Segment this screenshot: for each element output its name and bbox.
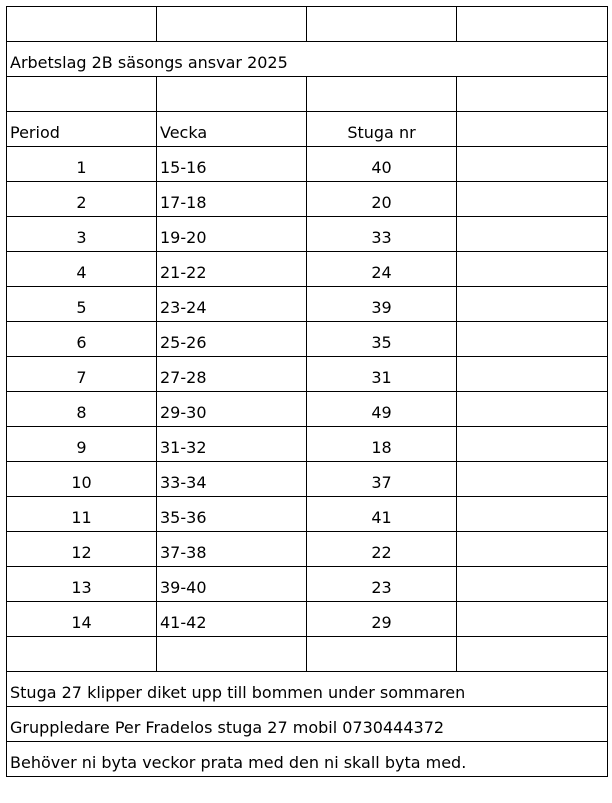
table-row [7, 497, 608, 532]
empty-cell [457, 217, 608, 252]
table-row [7, 427, 608, 462]
period-cell: 14 [7, 602, 157, 637]
stuga-cell: 37 [307, 462, 457, 497]
empty-cell [457, 182, 608, 217]
period-cell: 13 [7, 567, 157, 602]
note-mowing: Stuga 27 klipper diket upp till bommen under sommaren [7, 672, 608, 707]
empty-cell [7, 77, 157, 112]
empty-cell [457, 77, 608, 112]
note-row [7, 742, 608, 777]
empty-cell [457, 147, 608, 182]
title-row [7, 42, 608, 77]
stuga-cell: 29 [307, 602, 457, 637]
period-cell: 6 [7, 322, 157, 357]
vecka-cell: 23-24 [157, 287, 307, 322]
sheet-title: Arbetslag 2B säsongs ansvar 2025 [7, 42, 608, 77]
table-row [7, 252, 608, 287]
period-cell: 8 [7, 392, 157, 427]
empty-cell [457, 532, 608, 567]
table-row [7, 462, 608, 497]
empty-row-top [7, 7, 608, 42]
header-period: Period [7, 112, 157, 147]
vecka-cell: 25-26 [157, 322, 307, 357]
vecka-cell: 21-22 [157, 252, 307, 287]
table-row [7, 287, 608, 322]
vecka-cell: 39-40 [157, 567, 307, 602]
empty-cell [457, 112, 608, 147]
stuga-cell: 22 [307, 532, 457, 567]
empty-cell [157, 7, 307, 42]
empty-cell [457, 287, 608, 322]
empty-cell [7, 637, 157, 672]
empty-cell [457, 7, 608, 42]
empty-row-after-title [7, 77, 608, 112]
period-cell: 5 [7, 287, 157, 322]
vecka-cell: 19-20 [157, 217, 307, 252]
vecka-cell: 17-18 [157, 182, 307, 217]
table-row [7, 602, 608, 637]
empty-cell [457, 357, 608, 392]
stuga-cell: 31 [307, 357, 457, 392]
note-row [7, 672, 608, 707]
stuga-cell: 18 [307, 427, 457, 462]
empty-cell [457, 322, 608, 357]
vecka-cell: 27-28 [157, 357, 307, 392]
empty-cell [457, 392, 608, 427]
period-cell: 4 [7, 252, 157, 287]
table-row [7, 357, 608, 392]
note-row [7, 707, 608, 742]
empty-cell [457, 252, 608, 287]
period-cell: 10 [7, 462, 157, 497]
stuga-cell: 33 [307, 217, 457, 252]
table-row [7, 532, 608, 567]
vecka-cell: 41-42 [157, 602, 307, 637]
schedule-table [6, 6, 608, 777]
empty-row-bottom [7, 637, 608, 672]
header-vecka: Vecka [157, 112, 307, 147]
vecka-cell: 35-36 [157, 497, 307, 532]
empty-cell [457, 427, 608, 462]
note-group-leader: Gruppledare Per Fradelos stuga 27 mobil 0730444372 [7, 707, 608, 742]
period-cell: 7 [7, 357, 157, 392]
empty-cell [307, 77, 457, 112]
table-row [7, 147, 608, 182]
period-cell: 11 [7, 497, 157, 532]
empty-cell [457, 637, 608, 672]
vecka-cell: 15-16 [157, 147, 307, 182]
vecka-cell: 33-34 [157, 462, 307, 497]
note-swap-weeks: Behöver ni byta veckor prata med den ni skall byta med. [7, 742, 608, 777]
table-row [7, 567, 608, 602]
period-cell: 2 [7, 182, 157, 217]
empty-cell [457, 462, 608, 497]
header-row [7, 112, 608, 147]
stuga-cell: 49 [307, 392, 457, 427]
empty-cell [307, 637, 457, 672]
stuga-cell: 40 [307, 147, 457, 182]
vecka-cell: 37-38 [157, 532, 307, 567]
vecka-cell: 29-30 [157, 392, 307, 427]
stuga-cell: 23 [307, 567, 457, 602]
empty-cell [157, 77, 307, 112]
empty-cell [7, 7, 157, 42]
stuga-cell: 20 [307, 182, 457, 217]
stuga-cell: 41 [307, 497, 457, 532]
table-row [7, 322, 608, 357]
table-row [7, 182, 608, 217]
empty-cell [307, 7, 457, 42]
empty-cell [457, 497, 608, 532]
empty-cell [457, 567, 608, 602]
period-cell: 3 [7, 217, 157, 252]
table-row [7, 217, 608, 252]
empty-cell [457, 602, 608, 637]
period-cell: 9 [7, 427, 157, 462]
vecka-cell: 31-32 [157, 427, 307, 462]
empty-cell [157, 637, 307, 672]
period-cell: 1 [7, 147, 157, 182]
table-row [7, 392, 608, 427]
stuga-cell: 35 [307, 322, 457, 357]
period-cell: 12 [7, 532, 157, 567]
stuga-cell: 39 [307, 287, 457, 322]
header-stuga: Stuga nr [307, 112, 457, 147]
stuga-cell: 24 [307, 252, 457, 287]
